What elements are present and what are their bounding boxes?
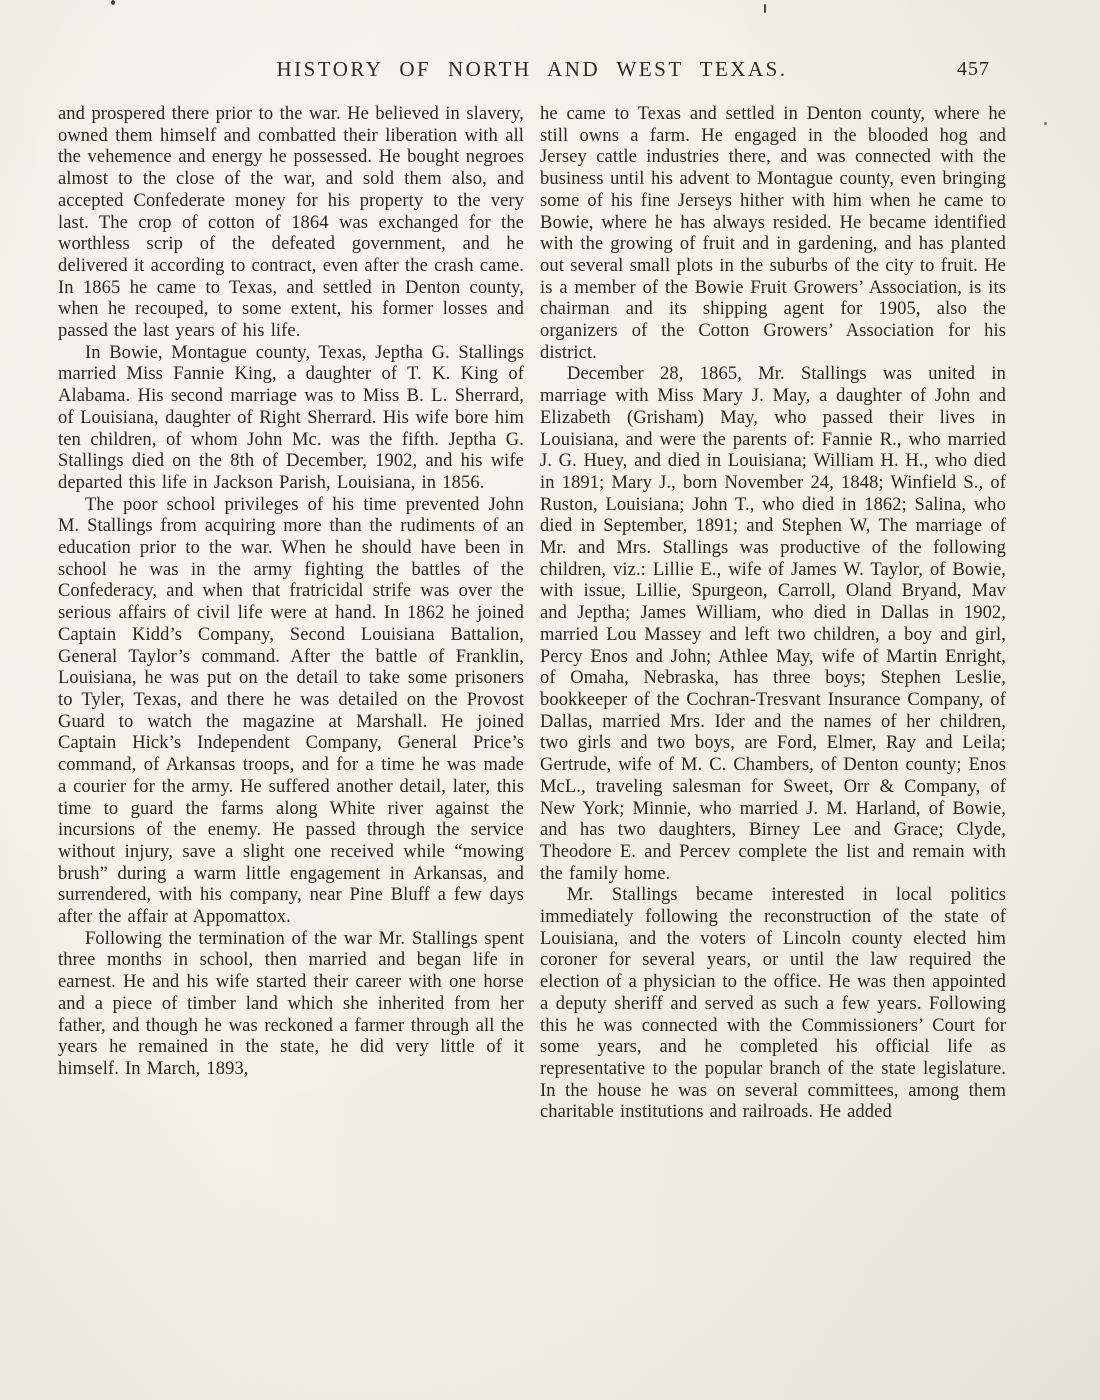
page-number: 457 [957, 58, 990, 80]
ink-speck [764, 4, 766, 13]
paragraph: Mr. Stallings became interested in local politics immediately following the reconstruction of the state of Louisiana, and the voters of Lincoln county elected him coroner for several years, or until the law required the election of a physician to the office. He was then appointed a deputy sheriff and served as such a few years. Following this he was connected with the Commissioners’ Court for some years, and he completed his official life as representative to the popular branch of the state legislature. In the house he was on several committees, among them charitable institutions and railroads. He added [540, 885, 1006, 1123]
left-column [58, 104, 524, 1124]
ink-speck [1044, 122, 1047, 125]
paragraph: he came to Texas and settled in Denton county, where he still owns a farm. He engaged in the blooded hog and Jersey cattle industries there, and was connected with the business until his advent to Montague county, even bringing some of his fine Jerseys hither with him when he came to Bowie, where he has always resided. He became identified with the growing of fruit and in gardening, and has planted out several small plots in the suburbs of the city to fruit. He is a member of the Bowie Fruit Growers’ Association, is its chairman and its shipping agent for 1905, also the organizers of the Cotton Growers’ Association for his district. [540, 104, 1006, 363]
paragraph: Following the termination of the war Mr. Stallings spent three months in school, then married and began life in earnest. He and his wife started their career with one horse and a piece of timber land which she inherited from her father, and though he was reckoned a farmer through all the years he remained in the state, he did very little of it himself. In March, 1893, [58, 928, 524, 1079]
paragraph: The poor school privileges of his time prevented John M. Stallings from acquiring more than the rudiments of an education prior to the war. When he should have been in school he was in the army fighting the battles of the Confederacy, and when that fratricidal strife was over the serious affairs of civil life were at hand. In 1862 he joined Captain Kidd’s Company, Second Louisiana Battalion, General Taylor’s command. After the battle of Franklin, Louisiana, he was put on the detail to take some prisoners to Tyler, Texas, and there he was detailed on the Provost Guard to watch the magazine at Marshall. He joined Captain Hick’s Independent Company, General Price’s command, of Arkansas troops, and for a time he was made a courier for the army. He suffered another detail, later, this time to guard the farms along White river against the incursions of the enemy. He passed through the service without injury, save a slight one received while “mowing brush” during a warm little engagement in Arkansas, and surrendered, with his company, near Pine Bluff a few days after the affair at Appomattox. [58, 494, 524, 928]
paragraph: and prospered there prior to the war. He believed in slavery, owned them himself and combatted their liberation with all the vehemence and energy he possessed. He bought negroes almost to the close of the war, and sold them also, and accepted Confederate money for his property to the very last. The crop of cotton of 1864 was exchanged for the worthless scrip of the defeated government, and he delivered it according to contract, even after the crash came. In 1865 he came to Texas, and settled in Denton county, when he recouped, to some extent, his former losses and passed the last years of his life. [58, 104, 524, 342]
paragraph: December 28, 1865, Mr. Stallings was united in marriage with Miss Mary J. May, a daughter of John and Elizabeth (Grisham) May, who passed their lives in Louisiana, and were the parents of: Fannie R., who married J. G. Huey, and died in Louisiana; William H. H., who died in 1891; Mary J., born November 24, 1848; Winfield S., of Ruston, Louisiana; John T., who died in 1862; Salina, who died in September, 1891; and Stephen W, The marriage of Mr. and Mrs. Stallings was productive of the following children, viz.: Lillie E., wife of James W. Taylor, of Bowie, with issue, Lillie, Spurgeon, Carroll, Oland Bryand, Mav and Jeptha; James William, who died in Dallas in 1902, married Lou Massey and left two children, a boy and girl, Percy Enos and John; Athlee May, wife of Martin Enright, of Omaha, Nebraska, has three boys; Stephen Leslie, bookkeeper of the Cochran-Tresvant Insurance Company, of Dallas, married Mrs. Ider and the names of her children, two girls and two boys, are Ford, Elmer, Ray and Leila; Gertrude, wife of M. C. Chambers, of Denton county; Enos McL., traveling salesman for Sweet, Orr & Company, of New York; Minnie, who married J. M. Harland, of Bowie, and has two daughters, Birney Lee and Grace; Clyde, Theodore E. and Percev complete the list and remain with the family home. [540, 364, 1006, 884]
page-title: HISTORY OF NORTH AND WEST TEXAS. [276, 57, 788, 81]
text-block [58, 104, 1006, 1124]
ink-speck [111, 0, 115, 5]
running-head [58, 57, 1006, 87]
right-column [540, 104, 1006, 1124]
paragraph: In Bowie, Montague county, Texas, Jeptha G. Stallings married Miss Fannie King, a daughter of T. K. King of Alabama. His second marriage was to Miss B. L. Sherrard, of Louisiana, daughter of Right Sherrard. His wife bore him ten children, of whom John Mc. was the fifth. Jeptha G. Stallings died on the 8th of December, 1902, and his wife departed this life in Jackson Parish, Louisiana, in 1856. [58, 342, 524, 493]
